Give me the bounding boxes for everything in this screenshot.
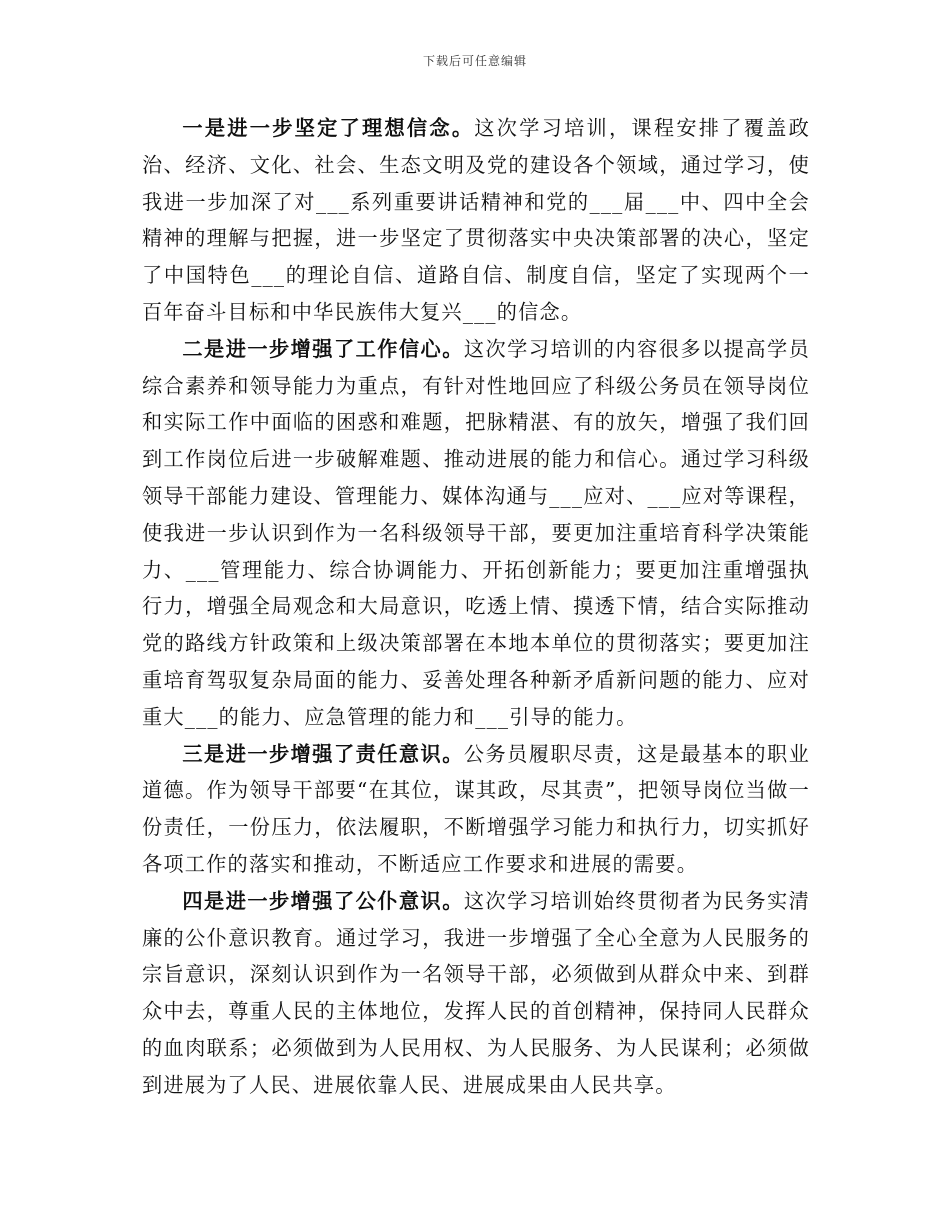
paragraph-3-lead: 三是进一步增强了责任意识。: [182, 741, 464, 766]
paragraph-2-lead: 二是进一步增强了工作信心。: [182, 336, 464, 361]
paragraph-4: [142, 883, 810, 1104]
paragraph-1: [142, 110, 810, 331]
page-header-note: 下载后可任意编辑: [422, 54, 527, 68]
paragraph-4-text: 这次学习培训始终贯彻者为民务实清廉的公仆意识教育。通过学习，我进一步增强了全心全意为人民服务的宗旨意识，深刻认识到作为一名领导干部，必须做到从群众中来、到群众中去，尊重人民的主体地位，发挥人民的首创精神，保持同人民群众的血肉联系；必须做到为人民用权、为人民服务、为人民谋利；必须做到进展为了人民、进展依靠人民、进展成果由人民共享。: [142, 888, 811, 1097]
document-body: [142, 110, 810, 1104]
paragraph-4-lead: 四是进一步增强了公仆意识。: [182, 888, 464, 913]
paragraph-3-text: 公务员履职尽责，这是最基本的职业道德。作为领导干部要“在其位，谋其政，尽其责”，把领导岗位当做一份责任，一份压力，依法履职，不断增强学习能力和执行力，切实抓好各项工作的落实和推动，不断适应工作要求和进展的需要。: [142, 741, 811, 876]
paragraph-1-text: 这次学习培训，课程安排了覆盖政治、经济、文化、社会、生态文明及党的建设各个领域，通过学习，使我进一步加深了对___系列重要讲话精神和党的___届___中、四中全会精神的理解与把握，进一步坚定了贯彻落实中央决策部署的决心，坚定了中国特色___的理论自信、道路自信、制度自信，坚定了实现两个一百年奋斗目标和中华民族伟大复兴___的信念。: [142, 116, 810, 324]
paragraph-1-lead: 一是进一步坚定了理想信念。: [182, 116, 475, 140]
paragraph-3: [142, 736, 810, 883]
paragraph-2: [142, 331, 810, 736]
paragraph-2-text: 这次学习培训的内容很多以提高学员综合素养和领导能力为重点，有针对性地回应了科级公务员在领导岗位和实际工作中面临的困惑和难题，把脉精湛、有的放矢，增强了我们回到工作岗位后进一步破解难题、推动进展的能力和信心。通过学习科级领导干部能力建设、管理能力、媒体沟通与___应对、___应对等课程，使我进一步认识到作为一名科级领导干部，要更加注重培育科学决策能力、___管理能力、综合协调能力、开拓创新能力；要更加注重增强执行力，增强全局观念和大局意识，吃透上情、摸透下情，结合实际推动党的路线方针政策和上级决策部署在本地本单位的贯彻落实；要更加注重培育驾驭复杂局面的能力、妥善处理各种新矛盾新问题的能力、应对重大___的能力、应急管理的能力和___引导的能力。: [142, 336, 811, 729]
